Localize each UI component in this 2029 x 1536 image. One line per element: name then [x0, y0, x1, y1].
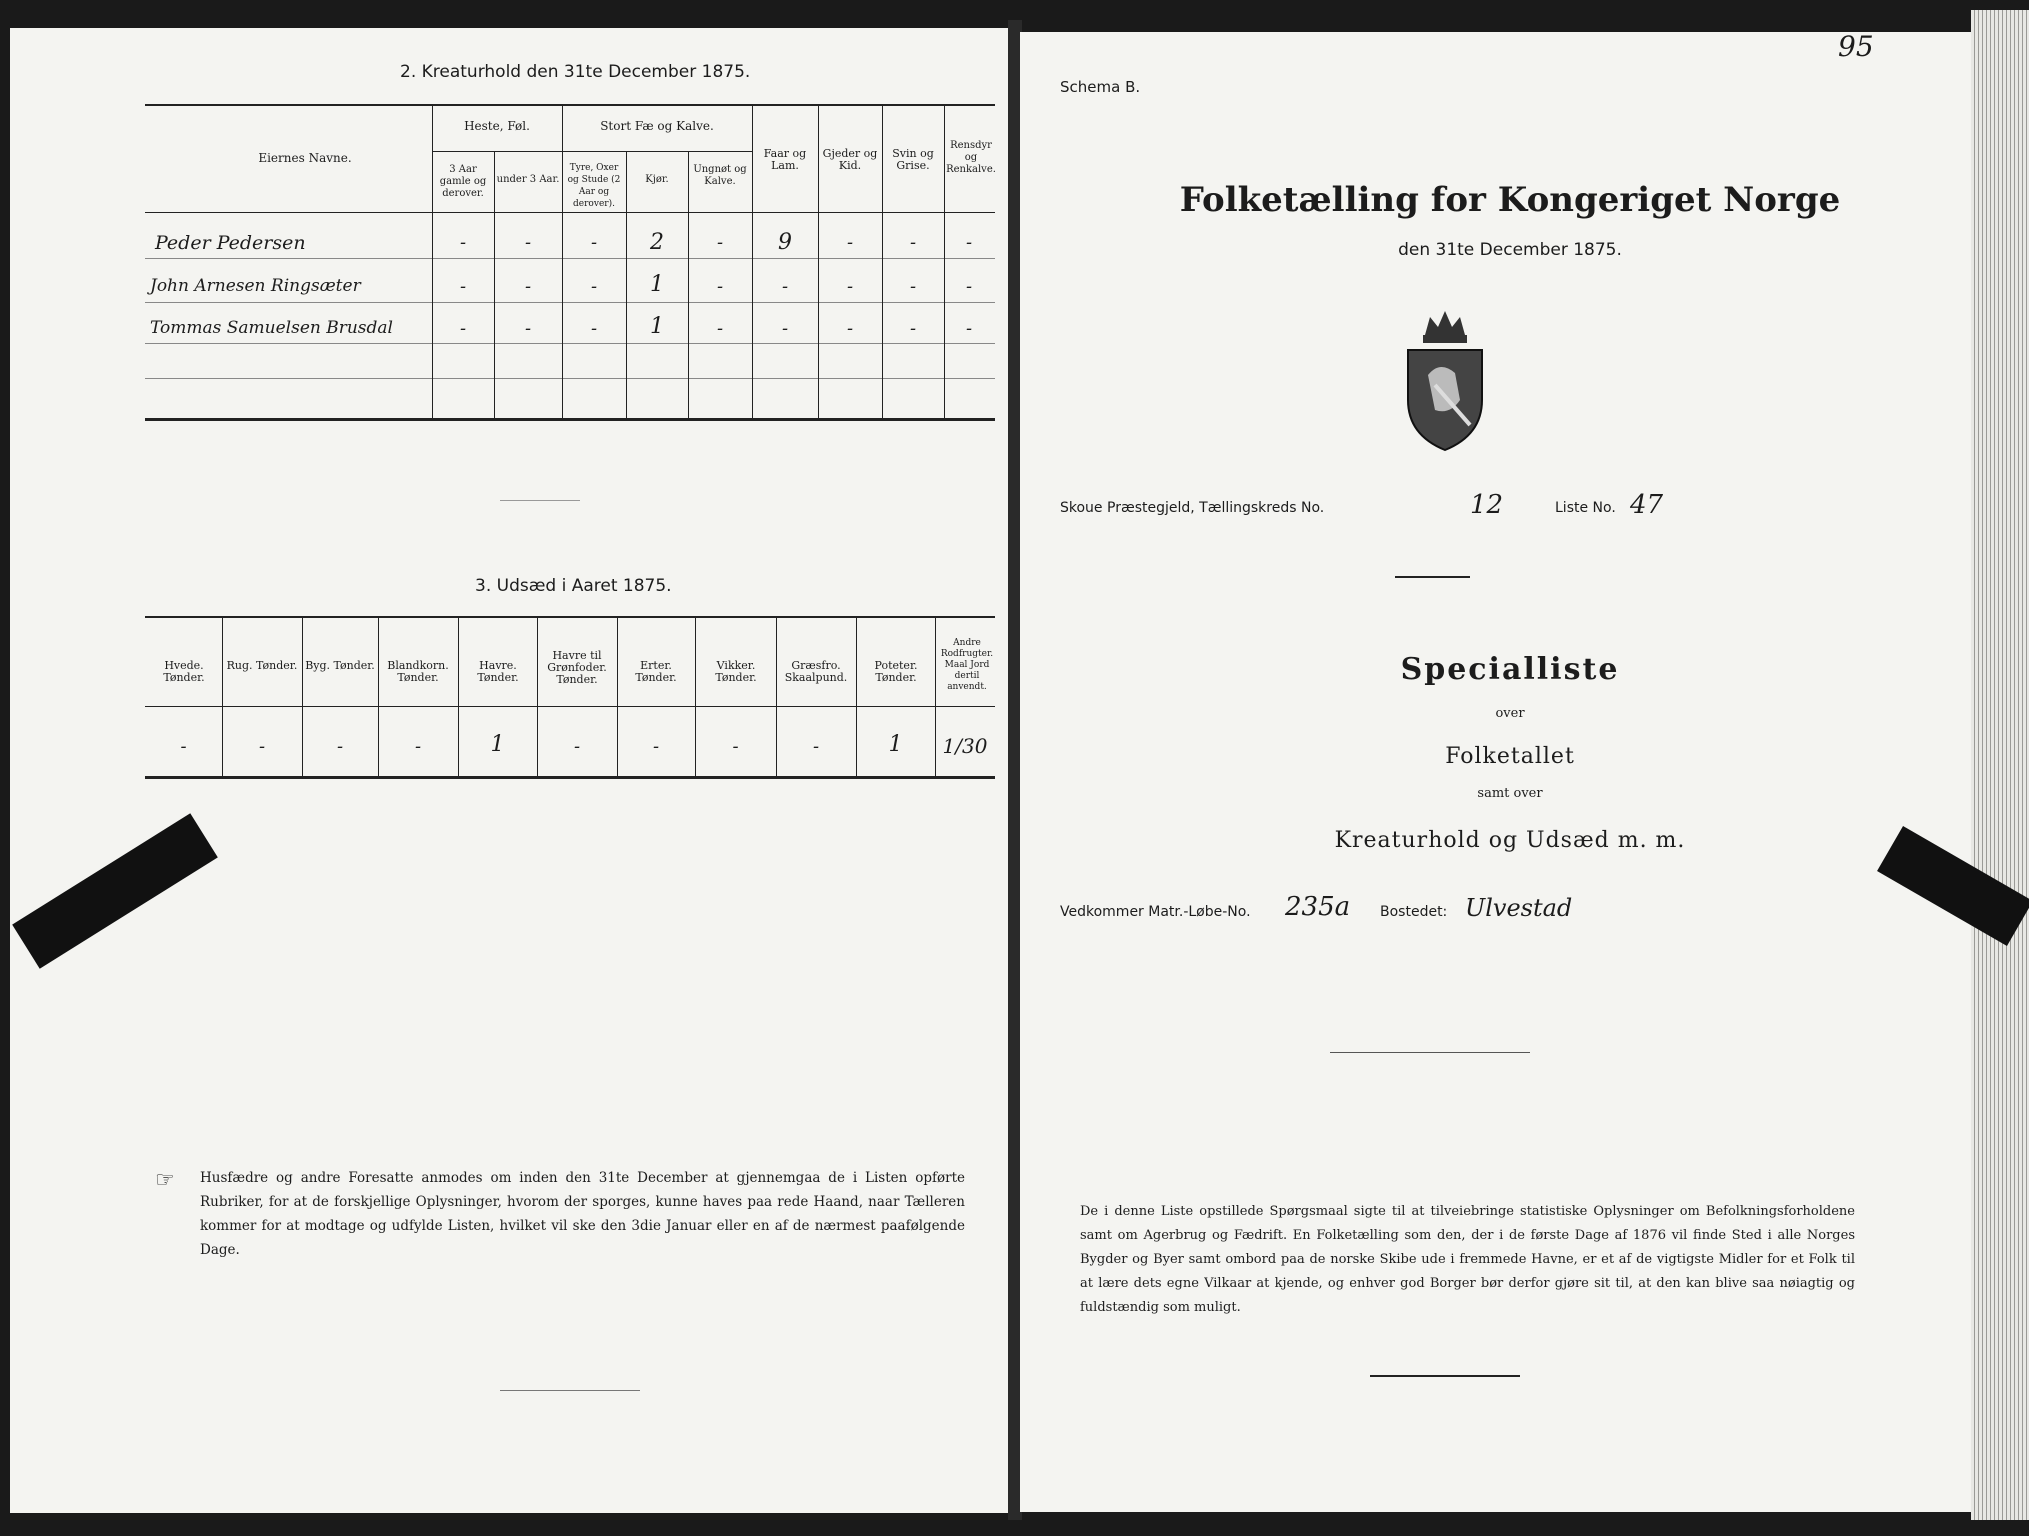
udsaed-value: - [180, 736, 187, 757]
col-poteter: Poteter. Tønder. [874, 659, 918, 684]
col-havre-gronfoder: Havre til Grønfoder. Tønder. [547, 649, 607, 686]
notice-text: Husfædre og andre Foresatte anmodes om inden den 31te December at gjennemgaa de i Listen opførte Rubriker, for at de forskjellige Oplysninger, hvorom der sporges, kunne haves paa rede Haand, naar Tælleren kommer for at modtage og udfylde Listen, hvilket vil ske den 3die Januar eller en af de nærmest paafølgende Dage. [200, 1170, 965, 1258]
over-label: over [1495, 706, 1525, 721]
bosted-label: Bostedet: [1380, 904, 1448, 920]
col-gjeder: Gjeder og Kid. [822, 147, 878, 172]
cell-value: - [846, 232, 854, 253]
page-edges [1971, 10, 2029, 1520]
group-horses-header: Heste, Føl. [464, 119, 530, 133]
census-title: Folketælling for Kongeriget Norge [1179, 180, 1841, 220]
col-graesfro: Græsfro. Skaalpund. [784, 659, 848, 684]
page-number: 95 [1838, 30, 1874, 63]
col-ungnot: Ungnøt og Kalve. [693, 164, 747, 187]
cell-value: 9 [778, 230, 792, 255]
folketallet-label: Folketallet [1445, 744, 1575, 769]
cell-value: - [459, 276, 467, 297]
cell-value: - [965, 232, 973, 253]
cell-value: - [459, 318, 467, 339]
cell-value: - [716, 276, 724, 297]
parish-label: Skoue Præstegjeld, Tællingskreds No. [1060, 500, 1325, 516]
udsaed-value: 1/30 [942, 734, 988, 758]
cell-value: - [459, 232, 467, 253]
cell-value: - [716, 318, 724, 339]
col-andre-rodfrugter: Andre Rodfrugter. Maal Jord dertil anvendt. [940, 638, 994, 692]
col-havre: Havre. Tønder. [477, 659, 519, 684]
udsaed-value: - [812, 736, 820, 757]
cell-value: - [846, 276, 854, 297]
owner-name: John Arnesen Ringsæter [150, 276, 361, 296]
cell-value: - [965, 276, 973, 297]
cell-value: - [524, 232, 532, 253]
cell-value: - [909, 318, 917, 339]
col-svin: Svin og Grise. [892, 147, 934, 172]
specialliste-heading: Specialliste [1400, 652, 1620, 687]
udsaed-value: - [258, 736, 266, 757]
cell-value: - [716, 232, 724, 253]
col-horses-3aar: 3 Aar gamle og derover. [439, 164, 487, 199]
liste-number: 47 [1630, 490, 1664, 520]
cell-value: - [909, 276, 917, 297]
kreaturhold-label: Kreaturhold og Udsæd m. m. [1334, 828, 1686, 853]
col-rug: Rug. Tønder. [226, 659, 298, 672]
col-rensdyr: Rensdyr og Renkalve. [946, 140, 996, 175]
col-vikker: Vikker. Tønder. [715, 659, 757, 684]
udsaed-value: - [414, 736, 422, 757]
col-faar: Faar og Lam. [763, 147, 807, 172]
section3-title: 3. Udsæd i Aaret 1875. [475, 576, 672, 596]
cell-value: 2 [650, 230, 664, 255]
cell-value: - [590, 232, 598, 253]
schema-label: Schema B. [1060, 78, 1141, 96]
cell-value: - [781, 276, 789, 297]
col-blandkorn: Blandkorn. Tønder. [387, 659, 449, 684]
cell-value: 1 [650, 314, 664, 339]
samt-over-label: samt over [1477, 786, 1543, 801]
col-kjor: Kjør. [645, 174, 669, 185]
bosted-value: Ulvestad [1465, 894, 1573, 922]
cell-value: - [590, 276, 598, 297]
col-erter: Erter. Tønder. [635, 659, 677, 684]
section2-title: 2. Kreaturhold den 31te December 1875. [400, 62, 751, 82]
pointing-hand-icon: ☞ [155, 1168, 175, 1193]
udsaed-value: - [732, 736, 739, 757]
udsaed-value: - [652, 736, 660, 757]
col-hvede: Hvede. Tønder. [163, 659, 205, 684]
group-cattle-header: Stort Fæ og Kalve. [600, 119, 714, 133]
udsaed-value: 1 [490, 732, 505, 757]
owner-column-header: Eiernes Navne. [258, 151, 352, 165]
census-subtitle: den 31te December 1875. [1398, 240, 1622, 260]
cell-value: - [781, 318, 789, 339]
kreds-number: 12 [1470, 490, 1504, 520]
liste-label: Liste No. [1555, 500, 1616, 516]
owner-name: Tommas Samuelsen Brusdal [150, 318, 393, 338]
cell-value: 1 [650, 272, 664, 297]
udsaed-value: - [573, 736, 581, 757]
matr-number: 235a [1285, 892, 1351, 922]
col-byg: Byg. Tønder. [305, 659, 375, 672]
footer-text: De i denne Liste opstillede Spørgsmaal sigte til at tilveiebringe statistiske Oplysninger om Befolkningsforholdene samt om Agerbrug og Fædrift. En Folketælling som den, der i de første Dage af 1876 vil finde Sted i alle Norges Bygder og Byer samt ombord paa de norske Skibe ude i fremmede Havne, er et af de vigtigste Midler for et Folk til at lære dets egne Vilkaar at kjende, og enhver god Borger bør derfor gjøre sit til, at den kan blive saa nøiagtig og fuldstændig som muligt. [1080, 1204, 1855, 1315]
cell-value: - [846, 318, 854, 339]
udsaed-value: 1 [888, 732, 903, 757]
owner-name: Peder Pedersen [155, 232, 306, 254]
matr-label: Vedkommer Matr.-Løbe-No. [1060, 904, 1251, 920]
coat-of-arms-icon [1390, 305, 1500, 455]
udsaed-value: - [336, 736, 344, 757]
cell-value: - [909, 232, 917, 253]
cell-value: - [524, 276, 532, 297]
col-horses-under3: under 3 Aar. [496, 174, 560, 185]
cell-value: - [965, 318, 973, 339]
col-tyre-oxer: Tyre, Oxer og Stude (2 Aar og derover). [567, 163, 621, 209]
cell-value: - [590, 318, 598, 339]
cell-value: - [524, 318, 532, 339]
